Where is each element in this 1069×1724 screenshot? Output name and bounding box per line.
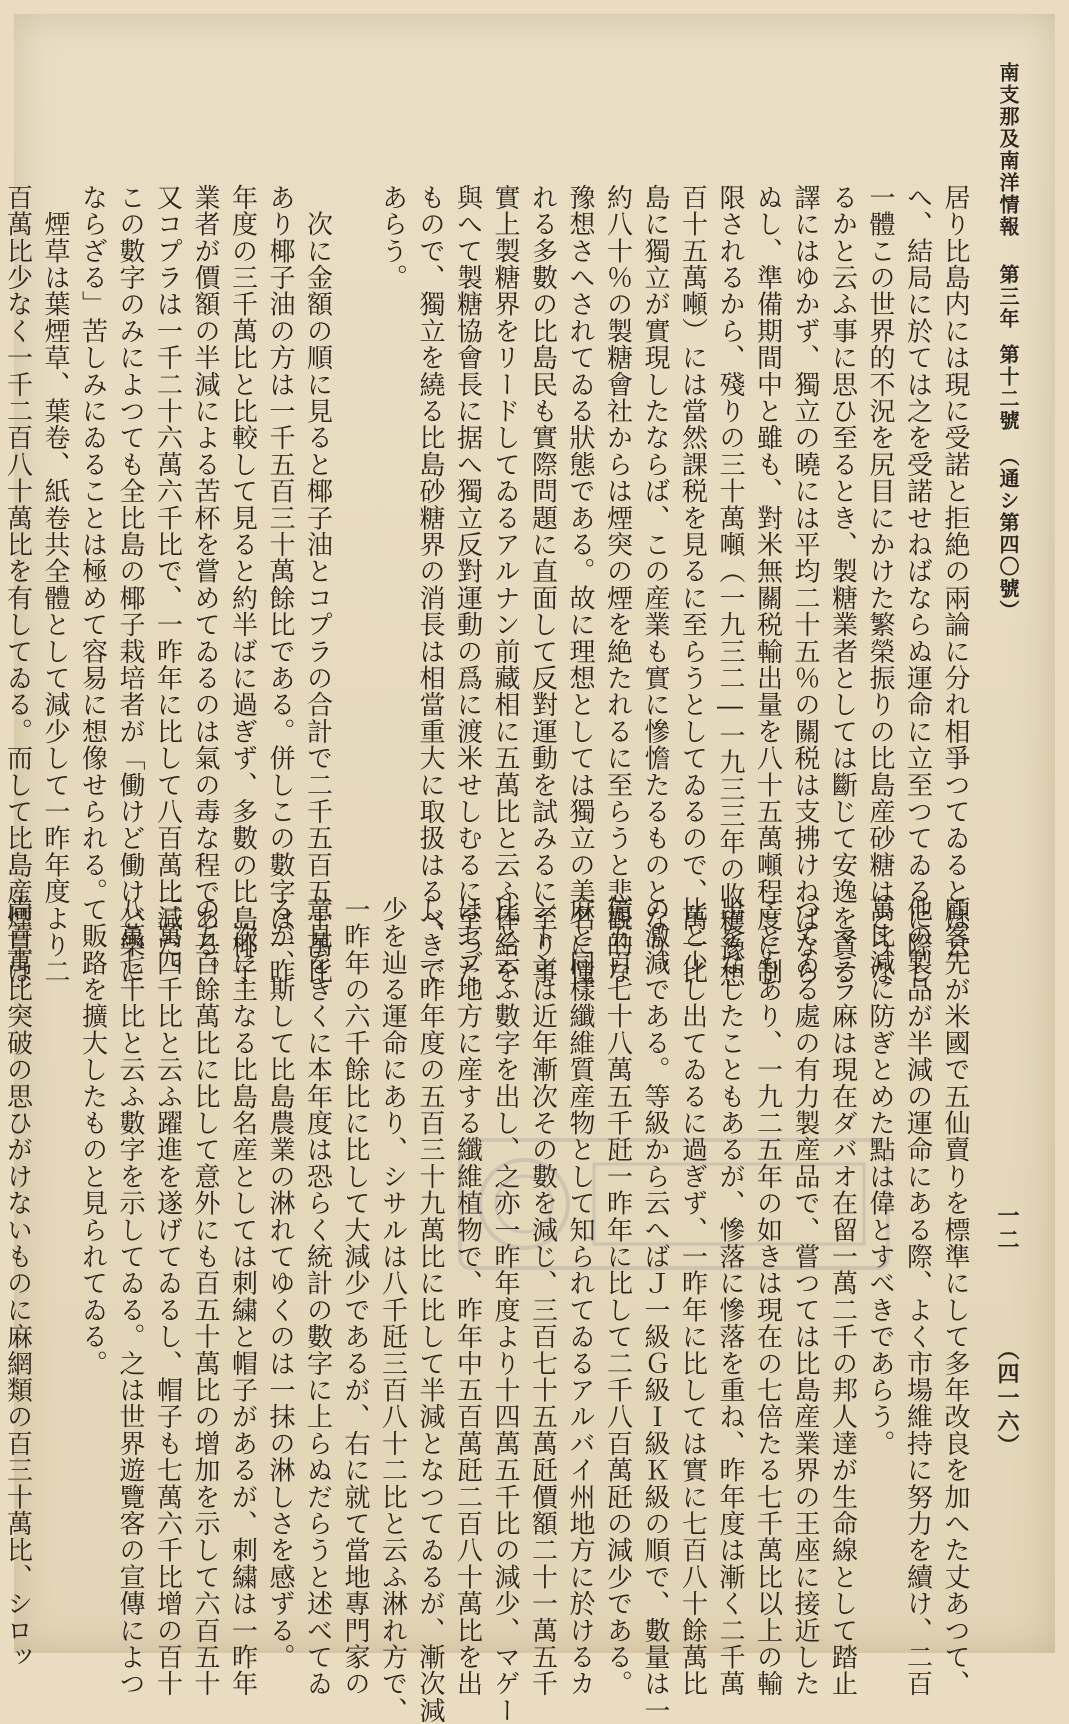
bottom-column-line: 出をなしたこともあるが、慘落に慘落を重ね、昨年度は漸く二千萬 (715, 896, 745, 1697)
bottom-column-line: るが、斯して比島農業の淋れてゆくのは一抹の淋しさを感ずる。 (265, 896, 295, 1671)
top-text-block (2, 184, 973, 1012)
scanned-page (2, 14, 1055, 1724)
bottom-column-line: 次に主なる比島名産としては刺繍と帽子があるが、刺繍は一昨年 (227, 896, 258, 1697)
top-column-line: 又コプラは一千二十六萬六千比で、一昨年に比して八百萬比減だ。 (152, 184, 183, 985)
top-column-line: もので、獨立を繞る比島砂糖界の消長は相當重大に取扱はるべきで (415, 184, 445, 985)
bottom-column-line: 少を辿る運命にあり、シサルは八千瓩三百八十二比と云ふ淋れ方で、 (377, 896, 408, 1724)
top-column-line: 實上製糖界をリードしてゐるアルナン前藏相に五萬比と云ふ俸給を (490, 184, 520, 985)
top-column-line: 島に獨立が實現したならば、この産業も實に慘憺たるものとなり、 (640, 184, 670, 985)
top-column-line: 年度の三千萬比と比較して見ると約半ばに過ぎず、多數の比島椰子 (227, 184, 258, 985)
top-column-line: ぬし、準備期間中と雖も、對米無關税輸出量を八十五萬噸程度に制 (752, 184, 783, 985)
top-column-line: 與へて製糖協會長に据へ獨立反對運動の爲に渡米せしむるに至つた (452, 184, 483, 985)
top-column-line: あらう。 (377, 184, 408, 291)
top-column-line: あり椰子油の方は一千五百三十萬餘比である。併しこの數字は一昨 (265, 184, 295, 985)
page-number-local: 一二 (994, 1204, 1020, 1252)
top-column-line: 煙草は葉煙草、葉卷、紙卷共全體として減少して一昨年度より二 (40, 184, 70, 985)
bottom-column-line: 萬比減に防ぎとめた點は偉とすべきであらう。 (865, 896, 895, 1457)
top-column-line: 限されるから、殘りの三十萬噸（一九三二―一九三三年の收穫豫想 (715, 184, 745, 989)
top-column-line: ならざる」苦しみにゐることは極めて容易に想像せられる。 (77, 184, 108, 905)
bottom-column-line: 比と云ふ數字を出し、之亦一昨年度より十四萬五千比の減少、マゲー (490, 896, 520, 1724)
serial-number: （通シ第四〇號） (996, 446, 1020, 622)
bottom-column-line: 尚百萬比突破の思ひがけないものに麻網類の百三十萬比、シロッ (2, 896, 33, 1671)
top-column-line (336, 184, 374, 849)
top-column-line: 次に金額の順に見ると椰子油とコプラの合計で二千五百五十萬比 (302, 184, 333, 985)
top-column-line: るかと云ふ事に思ひ至るとき、製糖業者としては斷じて安逸を貪る (827, 184, 858, 985)
bottom-column-line: 顧客先が米國で五仙賣りを標準にして多年改良を加へた丈あつて、 (940, 896, 970, 1697)
bottom-column-line: 麻と同樣纖維質産物として知られてゐるアルバイ州地方に於けるカ (565, 896, 595, 1697)
top-column-line: れる多數の比島民も實際問題に直面して反對運動を試みるに至り事 (527, 184, 558, 985)
bottom-text-block (2, 896, 973, 1724)
bottom-column-line: はセブ地方に産する纖維植物で、昨年中五百萬瓩二百八十萬比を出 (452, 896, 483, 1697)
volume-number: 第三年 (996, 264, 1020, 330)
page-number-total: （四一六） (994, 1338, 1020, 1458)
bottom-column-line: の激減である。等級から云へばＪ一級Ｇ級Ｉ級Ｋ級の順で、數量は一 (640, 896, 670, 1724)
bottom-column-line: 他の製品が半減の運命にある際、よく市場維持に努力を續け、二百 (902, 896, 933, 1697)
top-column-line: 豫想さへされてゐる狀態である。故に理想としては獨立の美名に憧 (565, 184, 595, 985)
top-column-line: 業者が價額の半減による苦杯を嘗めてゐるのは氣の毒な程である。 (190, 184, 220, 985)
running-head (994, 62, 1023, 822)
journal-title: 南支那及南洋情報 (996, 62, 1020, 238)
bottom-column-line (36, 896, 74, 1559)
bottom-column-line: し、一昨年度の五百三十九萬比に比して半減となつてゐるが、漸次減 (415, 896, 445, 1724)
bottom-column-line: 一昨年の六千餘比に比して大減少であるが、右に就て當地專門家の (340, 896, 370, 1697)
bottom-column-line: の五百餘萬比に比して意外にも百五十萬比の增加を示して六百五十 (190, 896, 220, 1697)
issue-number: 第十二號 (996, 344, 1020, 432)
bottom-column-line: 三萬四千比と云ふ躍進を遂げてゐるし、帽子も七萬六千比增の百十 (152, 896, 183, 1697)
bottom-column-line: 比と少し出てゐるに過ぎず、一昨年に比しては實に七百八十餘萬比 (677, 896, 708, 1697)
top-column-line: この數字のみによつても全比島の椰子栽培者が「働けど働けど樂に (115, 184, 145, 985)
top-column-line: 一體この世界的不況を尻目にかけた繁榮振りの比島産砂糖はどうな (865, 184, 895, 985)
top-column-line: 譯にはゆかず、獨立の曉には平均二十五％の關税は支拂けねばなら (790, 184, 820, 985)
top-column-line: 百十五萬噸）には當然課税を見るに至らうとしてゐるので、萬一比 (677, 184, 708, 985)
top-column-line: 百萬比少なく一千二百八十萬比を有してゐる。而して比島産煙草は (2, 184, 33, 985)
page-number (992, 1204, 1023, 1458)
bottom-column-line: 億五百七十八萬五千瓩一昨年に比して二千八百萬瓩の減少である。 (602, 896, 633, 1697)
bottom-column-line: 八萬七千比と云ふ數字を示してゐる。之は世界遊覽客の宣傳によつ (115, 896, 145, 1697)
top-column-line: へ、結局に於ては之を受諾せねばならぬ運命に立至つてゐるに際し、 (902, 184, 933, 1012)
bottom-column-line: て販路を擴大したものと見られてゐる。 (77, 896, 108, 1377)
bottom-column-line: こともあり、一九二五年の如きは現在の七倍たる七千萬比以上の輸 (752, 896, 783, 1697)
bottom-column-line: ントンは近年漸次その數を減じ、三百七十五萬瓩價額二十一萬五千 (527, 896, 558, 1697)
bottom-column-line: マニラ麻は現在ダバオ在留一萬二千の邦人達が生命線として踏止 (827, 896, 858, 1697)
top-column-line: 約八十％の製糖會社からは煙突の煙を絶たれるに至らうと悲觀的な (602, 184, 633, 985)
bottom-column-line: つてゐる處の有力製産品で、嘗つては比島産業界の王座に接近した (790, 896, 820, 1697)
bottom-column-line: 意見をきくに本年度は恐らく統計の數字に上らぬだらうと述べてゐ (302, 896, 333, 1697)
top-column-line: 居り比島内には現に受諾と拒絶の兩論に分れ相爭つてゐるとは云 (940, 184, 970, 959)
